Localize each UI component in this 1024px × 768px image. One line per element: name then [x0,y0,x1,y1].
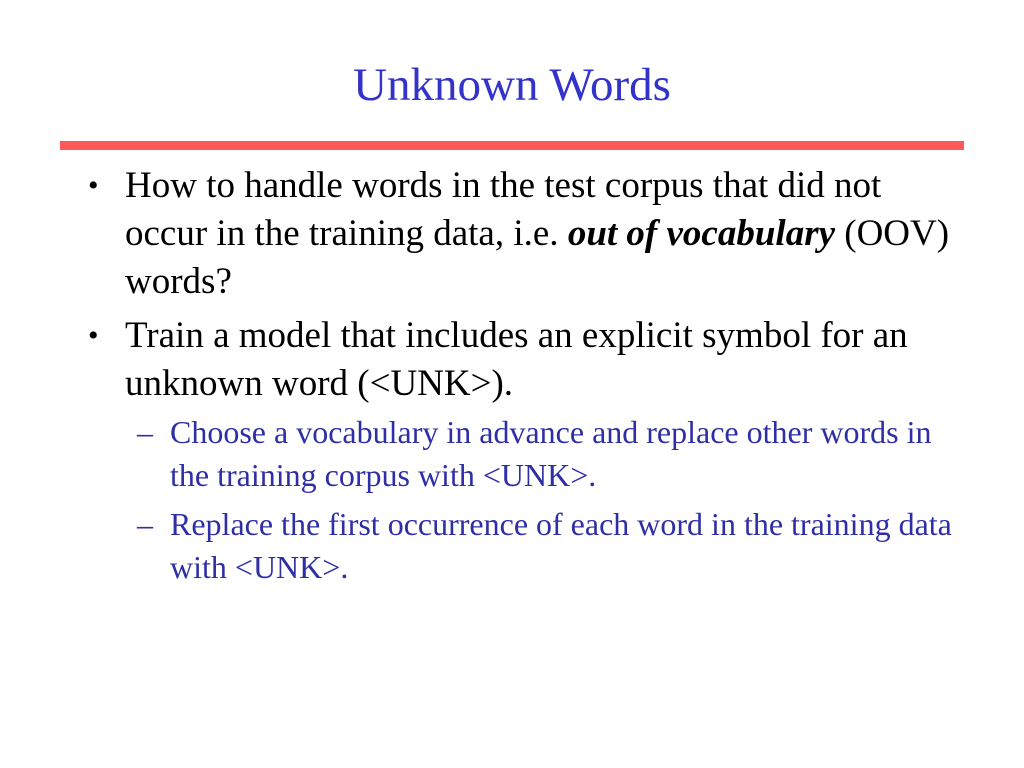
bullet-text: Train a model that includes an explicit symbol for an unknown word (<UNK>). [125,315,908,404]
bullet-text-start: How to handle words in the test corpus that did not occur in the training data, i.e. [125,165,882,254]
bullet-oov-question [0,162,1024,306]
sub-bullet-text: Choose a vocabulary in advance and replace other words in the training corpus with <UNK>. [170,414,932,493]
bullet-list [0,162,1024,595]
bullet-marker: • [88,169,99,202]
sub-bullet-marker: – [137,506,153,542]
sub-bullet-choose-vocabulary [125,411,964,497]
sub-bullet-marker: – [137,414,153,450]
bullet-marker: • [88,319,99,352]
sub-bullet-replace-first-occurrence [125,503,964,589]
title-underline-rule [60,141,964,150]
bullet-emphasis: out of vocabulary [567,213,836,254]
sub-bullet-list [125,411,964,589]
bullet-train-model [0,312,1024,589]
bullet-text-end: (OOV) words? [125,213,950,302]
sub-bullet-text: Replace the first occurrence of each word in the training data with <UNK>. [170,506,952,585]
slide-title: Unknown Words [353,59,671,111]
